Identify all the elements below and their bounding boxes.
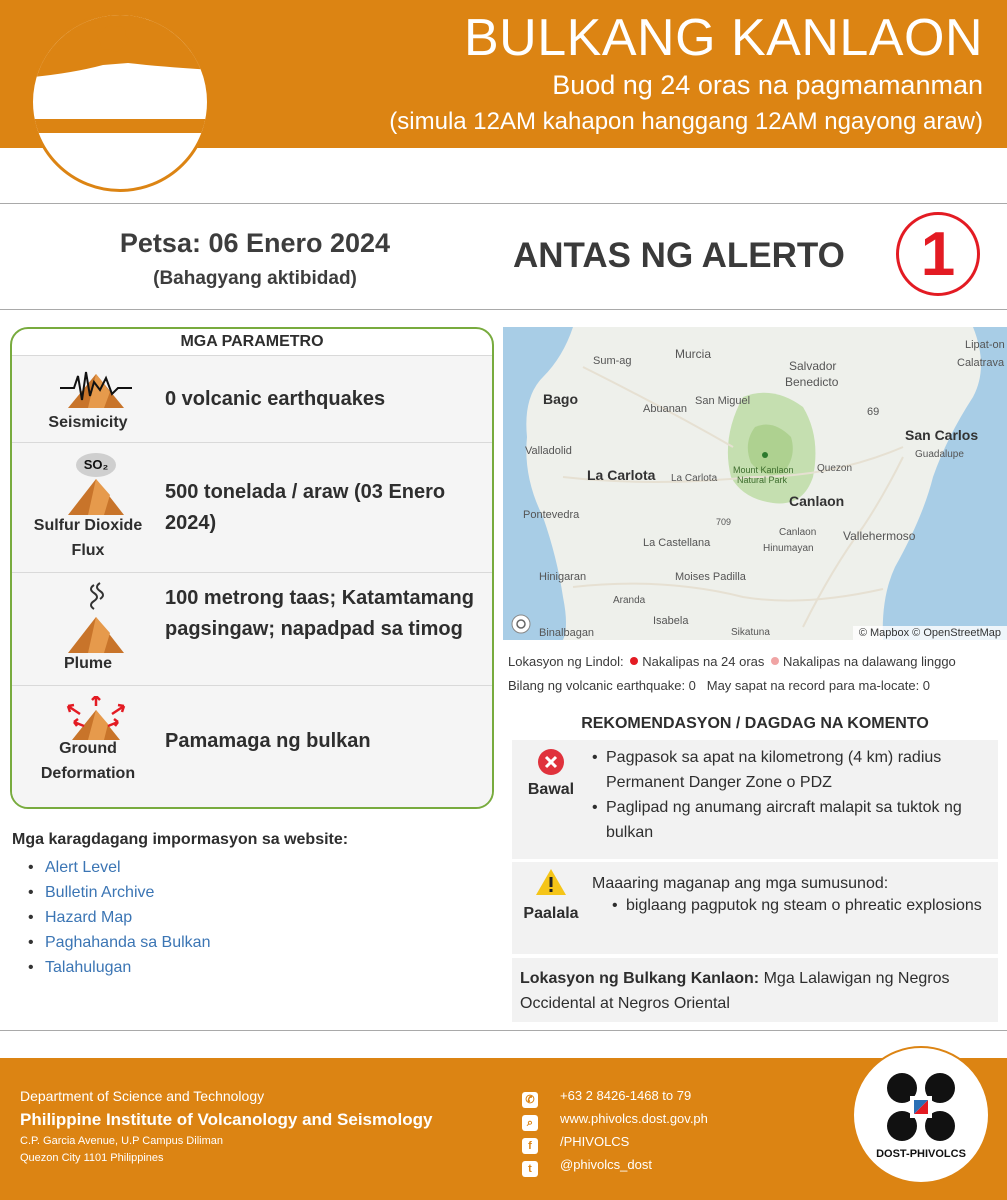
map-label: Hinigaran [539, 571, 587, 583]
parameter-label: Deformation [40, 765, 136, 782]
map-label: 709 [716, 517, 732, 527]
map-label: Canlaon [789, 493, 845, 509]
map-label: Quezon [817, 463, 853, 474]
map-label: Binalbagan [539, 627, 595, 639]
map-label: Sikatuna [731, 627, 770, 638]
parameter-row-so2 [12, 442, 492, 572]
parameters-panel [10, 327, 494, 809]
footer-twitter[interactable]: t @phivolcs_dost [522, 1157, 652, 1177]
map-label: Murcia [675, 347, 712, 361]
dost-phivolcs-logo [852, 1046, 990, 1184]
map-label: La Castellana [643, 537, 711, 549]
activity-level: (Bahagyang aktibidad) [153, 268, 357, 289]
divider [0, 309, 1007, 310]
map-label: Bago [543, 391, 578, 407]
footer-institute: Philippine Institute of Volcanology and Seismology [20, 1110, 433, 1129]
earthquake-counts [508, 678, 930, 693]
recent-dot-icon [630, 657, 638, 665]
phone-icon: ✆ [522, 1092, 538, 1108]
kanlaon-logo [30, 12, 210, 192]
paalala-intro: Maaaring maganap ang mga sumusunod: [592, 875, 889, 892]
footer-address: Quezon City 1101 Philippines [20, 1152, 164, 1164]
map-label: Hinumayan [763, 543, 814, 554]
page-title: BULKANG KANLAON [464, 9, 983, 67]
earthquake-map[interactable] [503, 327, 1007, 640]
map-label: Valladolid [525, 445, 572, 457]
bawal-item: • Paglipad ng anumang aircraft malapit sa tuktok ng bulkan [592, 795, 992, 845]
map-label: Natural Park [737, 475, 788, 485]
footer-department: Department of Science and Technology [20, 1088, 265, 1104]
so2-volcano-icon [26, 451, 166, 520]
map-label: Benedicto [785, 375, 839, 389]
map-label: San Miguel [695, 395, 751, 407]
parameter-value: 100 metrong taas; Katamtamang pagsingaw; napadpad sa timog [165, 587, 474, 640]
dost-logo-icon [884, 1070, 958, 1144]
footer-website[interactable]: ⌕ www.phivolcs.dost.gov.ph [522, 1111, 708, 1131]
footer-facebook[interactable]: f /PHIVOLCS [522, 1134, 629, 1154]
map-label: La Carlota [587, 467, 656, 483]
link-hazard-map[interactable]: • Hazard Map [27, 905, 210, 930]
earthquake-count: Bilang ng volcanic earthquake: 0 [508, 678, 696, 693]
location-box [512, 958, 998, 1022]
paalala-label: Paalala [523, 905, 579, 922]
alert-level-badge: 1 [896, 212, 980, 296]
map-label: Guadalupe [915, 449, 964, 460]
parameter-row-deformation [12, 685, 492, 809]
map-label: Canlaon [779, 527, 817, 538]
parameter-label: Plume [63, 655, 112, 672]
legend-prefix: Lokasyon ng Lindol: [508, 654, 624, 669]
parameter-row-seismicity [12, 355, 492, 442]
map-label: Aranda [613, 595, 646, 606]
map-label: Salvador [789, 359, 837, 373]
map-label: San Carlos [905, 427, 979, 443]
bawal-item: • Pagpasok sa apat na kilometrong (4 km) radius Permanent Danger Zone o PDZ [592, 745, 992, 795]
paalala-item: • biglaang pagputok ng steam o phreatic explosions [612, 893, 982, 918]
facebook-icon: f [522, 1138, 538, 1154]
page-subtitle-period: (simula 12AM kahapon hanggang 12AM ngayong araw) [389, 108, 983, 135]
bawal-list [592, 745, 992, 845]
locatable-count: May sapat na record para ma-locate: 0 [706, 678, 931, 693]
seismicity-volcano-icon [26, 368, 166, 413]
parameter-value: 0 volcanic earthquakes [165, 388, 386, 410]
bulletin-date: Petsa: 06 Enero 2024 [119, 228, 391, 258]
map-label: Moises Padilla [675, 571, 746, 583]
parameters-title: MGA PARAMETRO [180, 333, 324, 350]
bawal-box [512, 740, 998, 859]
logo-caption: DOST-PHIVOLCS [876, 1148, 966, 1160]
legend-older: Nakalipas na dalawang linggo [783, 654, 956, 669]
warning-icon [512, 868, 590, 901]
parameter-label: Flux [71, 542, 105, 559]
mapbox-logo-icon[interactable] [511, 614, 531, 634]
map-label: 69 [867, 406, 880, 418]
links-title: Mga karagdagang impormasyon sa website: [12, 831, 349, 848]
link-paghahanda[interactable]: • Paghahanda sa Bulkan [27, 930, 210, 955]
parameter-row-plume [12, 572, 492, 685]
twitter-icon: t [522, 1161, 538, 1177]
map-label: Vallehermoso [843, 529, 916, 543]
paalala-box [512, 862, 998, 954]
links-list [27, 855, 210, 980]
prohibited-icon [512, 748, 590, 781]
divider [0, 1030, 1007, 1031]
bawal-label: Bawal [527, 781, 575, 798]
map-label: Pontevedra [523, 509, 580, 521]
divider [0, 203, 1007, 204]
alert-level-label: ANTAS NG ALERTO [513, 236, 845, 275]
so2-label: SO₂ [83, 457, 109, 472]
web-search-icon: ⌕ [522, 1115, 538, 1131]
link-alert-level[interactable]: • Alert Level [27, 855, 210, 880]
map-label: Sum-ag [593, 355, 632, 367]
location-text: Mga Lalawigan ng Negros Occidental at Negros Oriental [520, 970, 950, 1012]
page-subtitle: Buod ng 24 oras na pagmamanman [552, 70, 983, 100]
map-label: La Carlota [671, 473, 718, 484]
volcano-silhouette-icon [33, 15, 210, 192]
map-label: Lipat-on [965, 339, 1005, 351]
map-label: Abuanan [643, 403, 688, 415]
paalala-list [612, 893, 982, 918]
location-label: Lokasyon ng Bulkang Kanlaon: [520, 970, 760, 987]
link-bulletin-archive[interactable]: • Bulletin Archive [27, 880, 210, 905]
earthquake-legend [508, 654, 956, 669]
legend-recent: Nakalipas na 24 oras [642, 654, 765, 669]
volcano-location [520, 966, 990, 1016]
parameter-value: Pamamaga ng bulkan [165, 730, 371, 752]
footer-address: C.P. Garcia Avenue, U.P Campus Diliman [20, 1135, 223, 1147]
header-banner [0, 0, 1007, 148]
footer-phone[interactable]: ✆ +63 2 8426-1468 to 79 [522, 1088, 691, 1108]
parameter-value: 500 tonelada / araw (03 Enero 2024) [165, 481, 446, 534]
footer [0, 1058, 1007, 1200]
parameter-label: Sulfur Dioxide [33, 517, 143, 534]
map-label: Mount Kanlaon [733, 465, 794, 475]
recommendations-title: REKOMENDASYON / DAGDAG NA KOMENTO [581, 715, 929, 732]
parameter-label: Seismicity [48, 414, 128, 431]
map-label: Calatrava [957, 357, 1005, 369]
map-label: Isabela [653, 615, 689, 627]
older-dot-icon [771, 657, 779, 665]
plume-volcano-icon [26, 581, 166, 658]
parameter-label: Ground [59, 740, 117, 757]
link-talahulugan[interactable]: • Talahulugan [27, 955, 210, 980]
map-attribution[interactable]: © Mapbox © OpenStreetMap [853, 626, 1007, 640]
